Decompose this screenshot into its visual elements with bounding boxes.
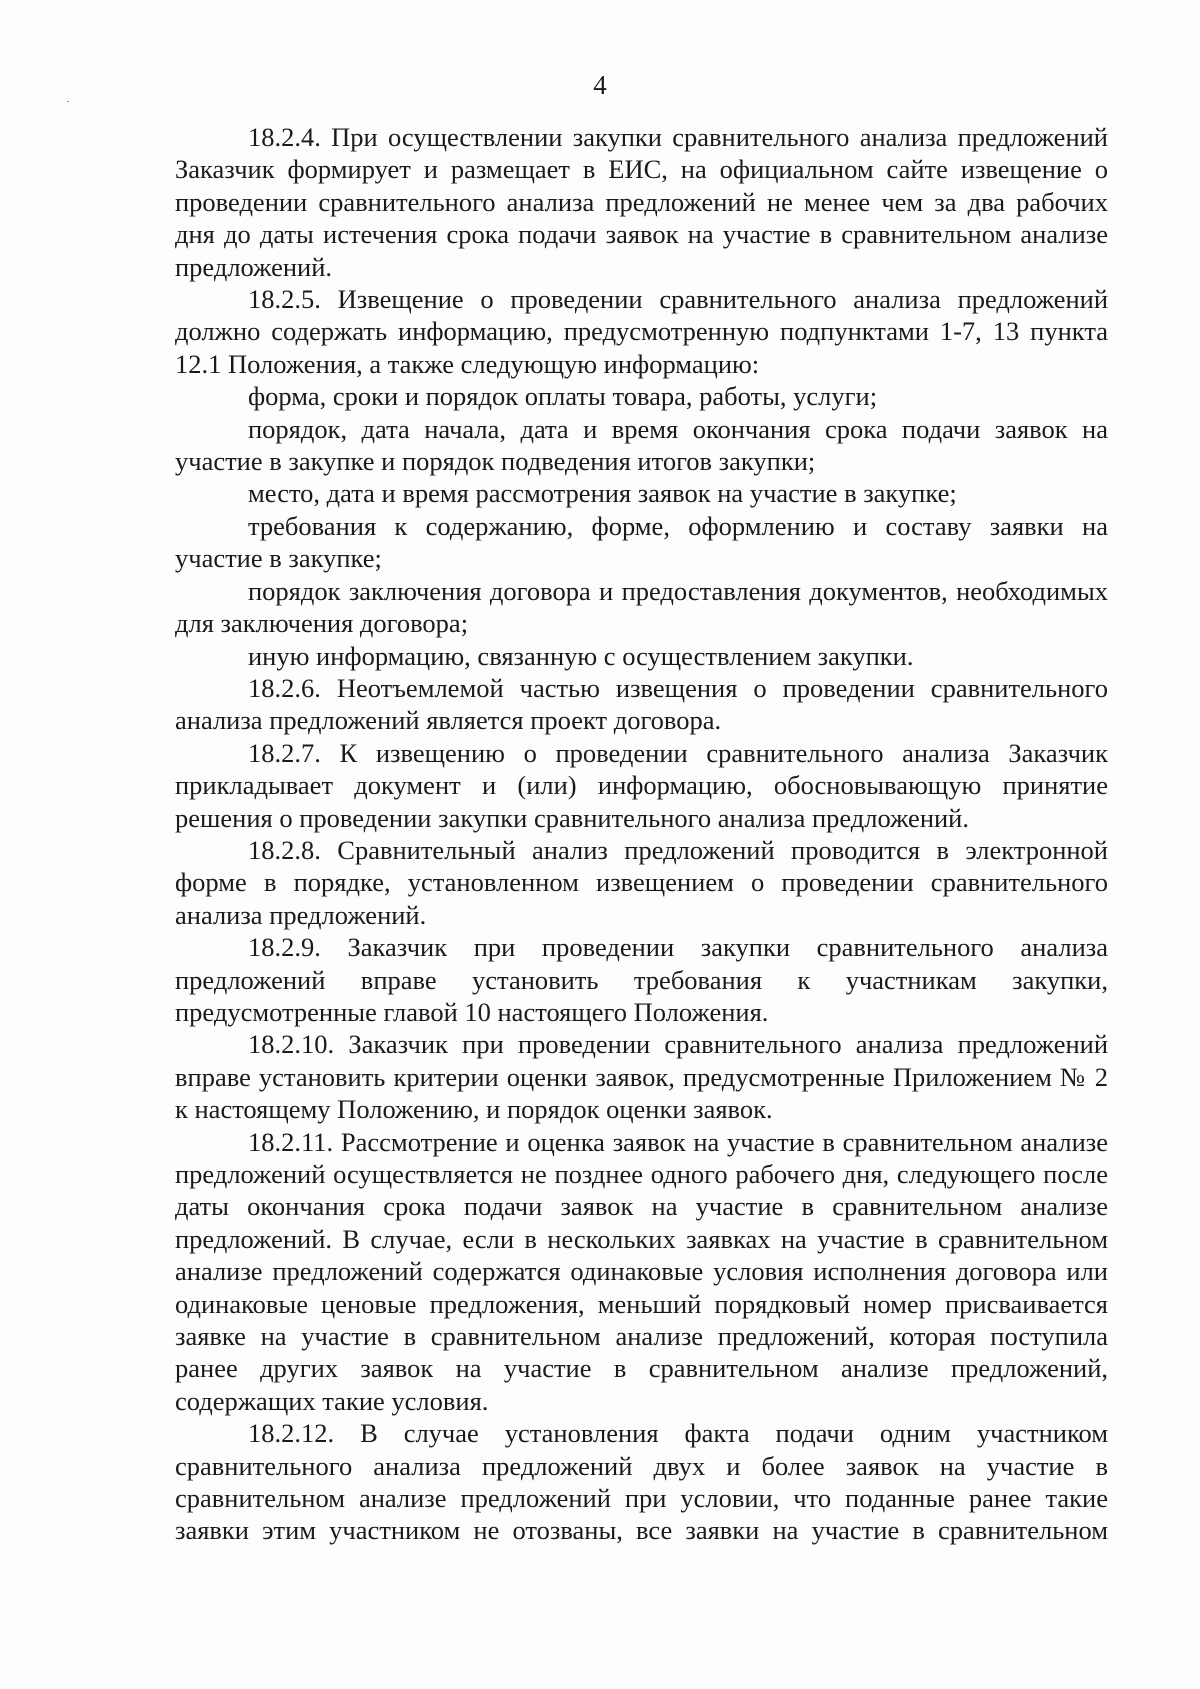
list-item-payment-terms: форма, сроки и порядок оплаты товара, работы, услуги; <box>248 381 878 412</box>
paragraph-18-2-11: 18.2.11. Рассмотрение и оценка заявок на участие в сравнительном анализе предложений осуществляется не позднее одного рабочего дня, следующего после даты окончания срока подачи заявок на участие в сравнительном анализе предложений. В случае, если в нескольких заявках на участие в сравнительном анализе предложений содержатся одинаковые условия исполнения договора или одинаковые ценовые предложения, меньший порядковый номер присваивается заявке на участие в сравнительном анализе предложений, которая поступила ранее других заявок на участие в сравнительном анализе предложений, содержащих такие условия. <box>175 1126 1108 1416</box>
list-item-other-information: иную информацию, связанную с осуществлением закупки. <box>248 640 914 671</box>
document-body <box>175 121 1108 1547</box>
page-number: 4 <box>593 70 607 100</box>
list-item-contract-procedure: порядок заключения договора и предоставления документов, необходимых для заключения договора; <box>175 575 1108 639</box>
paragraph-18-2-9: 18.2.9. Заказчик при проведении закупки сравнительного анализа предложений вправе установить требования к участникам закупки, предусмотренные главой 10 настоящего Положения. <box>175 932 1108 1027</box>
list-item-application-requirements: требования к содержанию, форме, оформлению и составу заявки на участие в закупке; <box>175 510 1108 574</box>
paragraph-18-2-5: 18.2.5. Извещение о проведении сравнительного анализа предложений должно содержать информацию, предусмотренную подпунктами 1-7, 13 пункта 12.1 Положения, а также следующую информацию: <box>175 284 1108 379</box>
list-item-application-deadlines: порядок, дата начала, дата и время окончания срока подачи заявок на участие в закупке и порядок подведения итогов закупки; <box>175 413 1108 477</box>
paragraph-18-2-12: 18.2.12. В случае установления факта подачи одним участником сравнительного анализа предложений двух и более заявок на участие в сравнительном анализе предложений при условии, что поданные ранее такие заявки этим участником не отозваны, все заявки на участие в сравнительном <box>175 1418 1108 1546</box>
paragraph-18-2-7: 18.2.7. К извещению о проведении сравнительного анализа Заказчик прикладывает документ и (или) информацию, обосновывающую принятие решения о проведении закупки сравнительного анализа предложений. <box>175 737 1108 833</box>
list-item-review-place-time: место, дата и время рассмотрения заявок на участие в закупке; <box>248 478 957 509</box>
paragraph-18-2-10: 18.2.10. Заказчик при проведении сравнительного анализа предложений вправе установить критерии оценки заявок, предусмотренные Приложением № 2 к настоящему Положению, и порядок оценки заявок. <box>175 1029 1108 1125</box>
paragraph-18-2-6: 18.2.6. Неотъемлемой частью извещения о проведении сравнительного анализа предложений является проект договора. <box>175 672 1108 736</box>
paragraph-18-2-8: 18.2.8. Сравнительный анализ предложений проводится в электронной форме в порядке, установленном извещением о проведении сравнительного анализа предложений. <box>175 834 1108 930</box>
scan-speck <box>67 101 69 102</box>
paragraph-18-2-4: 18.2.4. При осуществлении закупки сравнительного анализа предложений Заказчик формирует и размещает в ЕИС, на официальном сайте извещение о проведении сравнительного анализа предложений не менее чем за два рабочих дня до даты истечения срока подачи заявок на участие в сравнительном анализе предложений. <box>175 122 1108 282</box>
